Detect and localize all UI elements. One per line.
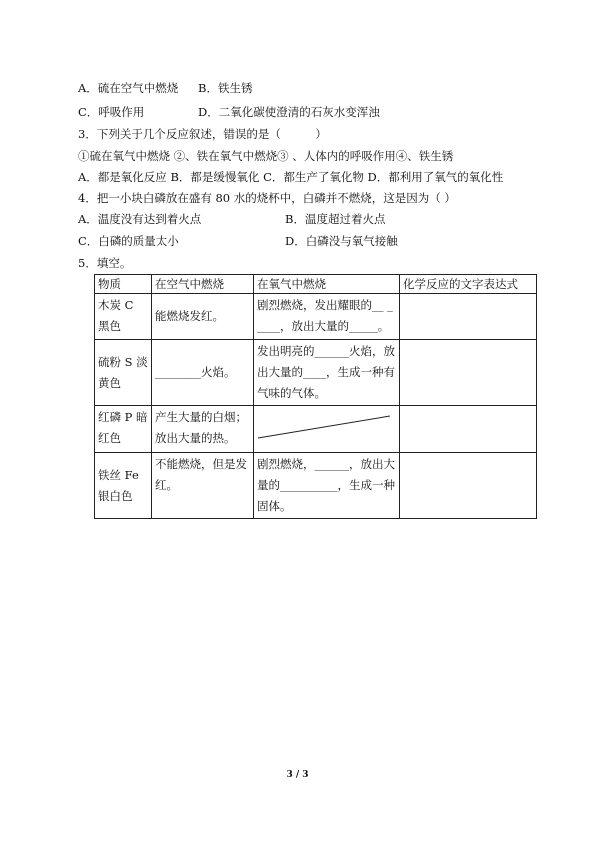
question-5: 5．填空。: [78, 256, 132, 270]
option-line-2b: D．二氧化碳使澄清的石灰水变浑浊: [198, 105, 380, 119]
question-3: 3．下列关于几个反应叙述，错误的是（ ）: [78, 127, 327, 141]
cell-air: 产生大量的白烟；放出大量的热。: [152, 406, 254, 453]
table-row: [95, 406, 537, 453]
question-4-option-a: A．温度没有达到着火点: [78, 212, 202, 226]
cell-oxygen-struck: [254, 406, 400, 453]
table-row: [95, 453, 537, 519]
cell-substance: 木炭 C 黑色: [95, 294, 152, 340]
header-air-combustion: 在空气中燃烧: [152, 275, 254, 294]
header-word-equation: 化学反应的文字表达式: [400, 275, 537, 294]
page-number: 3 / 3: [286, 770, 309, 780]
cell-oxygen: 发出明亮的______火焰，放出大量的____，生成一种有气味的气体。: [254, 340, 400, 406]
option-line-2a: C．呼吸作用: [78, 105, 145, 119]
cell-air: ________火焰。: [152, 340, 254, 406]
cell-equation[interactable]: [400, 406, 537, 453]
option-line-1a: A．硫在空气中燃烧: [78, 81, 179, 95]
question-3-options: A．都是氧化反应 B．都是缓慢氧化 C．都生产了氧化物 D．都利用了氧气的氧化性: [78, 170, 504, 184]
header-oxygen-combustion: 在氧气中燃烧: [254, 275, 400, 294]
cell-oxygen: 剧烈燃烧，发出耀眼的__ _____，放出大量的_____。: [254, 294, 400, 340]
cell-equation[interactable]: [400, 453, 537, 519]
question-3-items: ①硫在氧气中燃烧 ②、铁在氧气中燃烧③ 、人体内的呼吸作用④、铁生锈: [78, 149, 454, 163]
header-substance: 物质: [95, 275, 152, 294]
cell-substance: 硫粉 S 淡黄色: [95, 340, 152, 406]
cell-equation[interactable]: [400, 340, 537, 406]
table-row: [95, 294, 537, 340]
cell-substance: 红磷 P 暗红色: [95, 406, 152, 453]
option-line-1b: B．铁生锈: [198, 81, 253, 95]
diagonal-strike-line: [254, 406, 400, 452]
cell-equation[interactable]: [400, 294, 537, 340]
cell-air: 能燃烧发红。: [152, 294, 254, 340]
question-4: 4．把一小块白磷放在盛有 80 水的烧杯中，白磷并不燃烧，这是因为（ ）: [78, 191, 456, 205]
table-row: [95, 340, 537, 406]
cell-air: 不能燃烧，但是发红。: [152, 453, 254, 519]
cell-oxygen: 剧烈燃烧，______，放出大量的__________，生成一种固体。: [254, 453, 400, 519]
cell-substance: 铁丝 Fe 银白色: [95, 453, 152, 519]
fill-in-table: [94, 274, 537, 519]
question-4-option-d: D．白磷没与氧气接触: [285, 234, 398, 248]
question-4-option-c: C．白磷的质量太小: [78, 234, 179, 248]
question-4-option-b: B．温度超过着火点: [285, 212, 386, 226]
table-header-row: [95, 275, 537, 294]
